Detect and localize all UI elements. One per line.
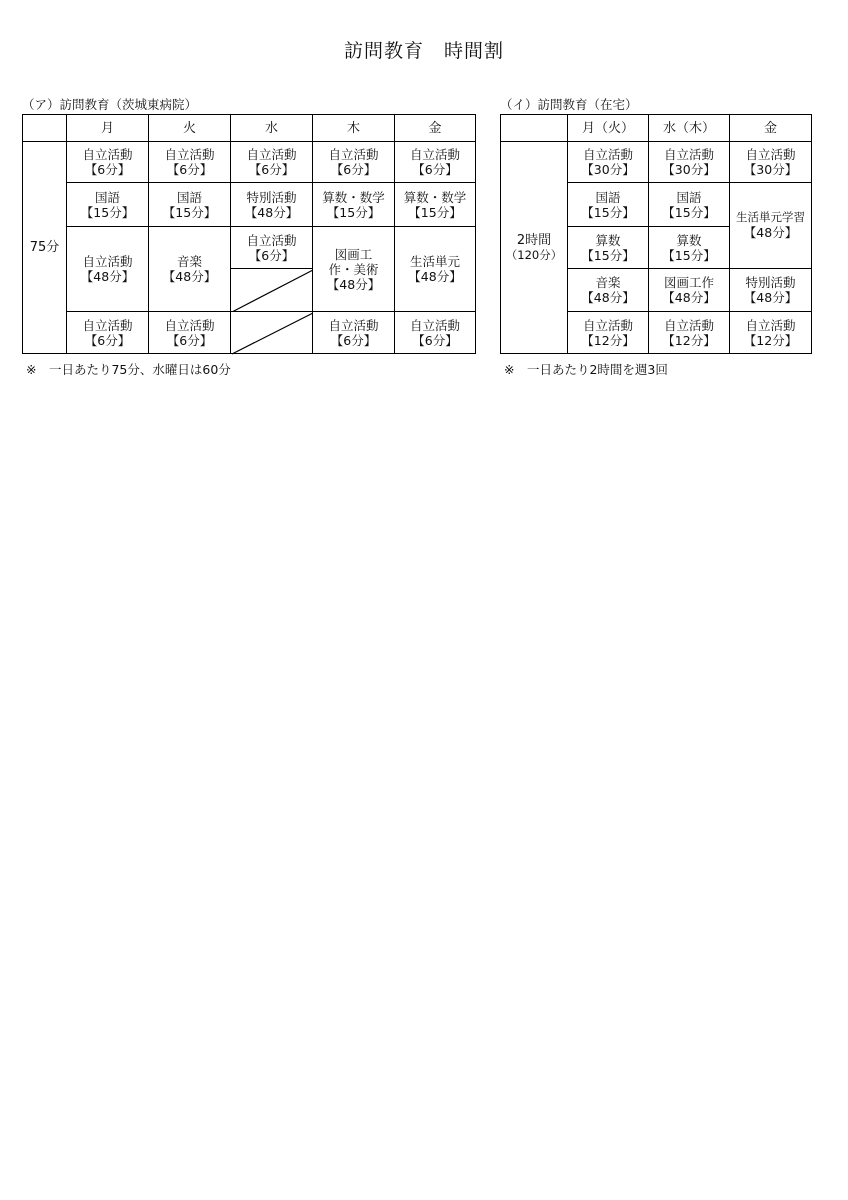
- right-header-fri: 金: [729, 114, 812, 142]
- left-cell-wed-r1: 自立活動 【6分】: [230, 141, 313, 183]
- left-cell-tue-r3: 音楽 【48分】: [148, 226, 231, 312]
- right-cell-fri-r1: 自立活動 【30分】: [729, 141, 812, 183]
- left-corner-cell: [22, 114, 67, 142]
- left-cell-thu-r3: 図画工作・美術 【48分】: [312, 226, 395, 312]
- left-cell-mon-r1: 自立活動 【6分】: [66, 141, 149, 183]
- right-cell-montue-r5: 自立活動 【12分】: [567, 311, 649, 354]
- right-duration-label: 2時間: [516, 232, 552, 248]
- left-cell-thu-r2: 算数・数学 【15分】: [312, 182, 395, 227]
- right-cell-fri-r23: 生活単元学習 【48分】: [729, 182, 812, 269]
- left-cell-wed-empty-a: [230, 268, 313, 312]
- left-table-caption: （ア）訪問教育（茨城東病院）: [22, 97, 198, 112]
- right-cell-wedthu-r2: 国語 【15分】: [648, 182, 730, 227]
- left-cell-fri-r2: 算数・数学 【15分】: [394, 182, 476, 227]
- right-corner-cell: [500, 114, 568, 142]
- left-cell-fri-r4: 自立活動 【6分】: [394, 311, 476, 354]
- right-cell-fri-r5: 自立活動 【12分】: [729, 311, 812, 354]
- right-cell-wedthu-r4: 図画工作 【48分】: [648, 268, 730, 312]
- left-duration-cell: [22, 141, 67, 354]
- left-cell-fri-r1: 自立活動 【6分】: [394, 141, 476, 183]
- right-timetable: [500, 114, 812, 354]
- page-title: 訪問教育 時間割: [343, 40, 504, 62]
- left-cell-wed-r2: 特別活動 【48分】: [230, 182, 313, 227]
- right-cell-montue-r3: 算数 【15分】: [567, 226, 649, 269]
- left-cell-mon-r3: 自立活動 【48分】: [66, 226, 149, 312]
- right-cell-montue-r4: 音楽 【48分】: [567, 268, 649, 312]
- left-cell-wed-r3: 自立活動 【6分】: [230, 226, 313, 269]
- left-header-tue: 火: [148, 114, 231, 142]
- left-cell-fri-r3: 生活単元 【48分】: [394, 226, 476, 312]
- left-timetable: [22, 114, 476, 354]
- left-cell-thu-r1: 自立活動 【6分】: [312, 141, 395, 183]
- left-duration-label: 75分: [29, 240, 60, 255]
- left-table-note: ※ 一日あたり75分、水曜日は60分: [26, 362, 231, 377]
- right-table-note: ※ 一日あたり2時間を週3回: [504, 362, 668, 377]
- left-header-fri: 金: [394, 114, 476, 142]
- right-duration-sub: （120分）: [505, 247, 563, 262]
- diagonal-slash: [231, 269, 314, 313]
- left-cell-wed-empty-b: [230, 311, 313, 354]
- right-cell-montue-r1: 自立活動 【30分】: [567, 141, 649, 183]
- left-cell-mon-r2: 国語 【15分】: [66, 182, 149, 227]
- right-cell-wedthu-r5: 自立活動 【12分】: [648, 311, 730, 354]
- left-cell-tue-r2: 国語 【15分】: [148, 182, 231, 227]
- right-header-montue: 月（火）: [567, 114, 649, 142]
- left-header-thu: 木: [312, 114, 395, 142]
- right-cell-wedthu-r1: 自立活動 【30分】: [648, 141, 730, 183]
- left-cell-tue-r1: 自立活動 【6分】: [148, 141, 231, 183]
- right-duration-cell: [500, 141, 568, 354]
- left-header-mon: 月: [66, 114, 149, 142]
- left-cell-mon-r4: 自立活動 【6分】: [66, 311, 149, 354]
- right-cell-fri-r4: 特別活動 【48分】: [729, 268, 812, 312]
- left-cell-thu-r4: 自立活動 【6分】: [312, 311, 395, 354]
- left-cell-tue-r4: 自立活動 【6分】: [148, 311, 231, 354]
- left-header-wed: 水: [230, 114, 313, 142]
- right-table-caption: （イ）訪問教育（在宅）: [500, 97, 638, 112]
- diagonal-slash: [231, 312, 314, 355]
- right-cell-montue-r2: 国語 【15分】: [567, 182, 649, 227]
- right-header-wedthu: 水（木）: [648, 114, 730, 142]
- right-cell-wedthu-r3: 算数 【15分】: [648, 226, 730, 269]
